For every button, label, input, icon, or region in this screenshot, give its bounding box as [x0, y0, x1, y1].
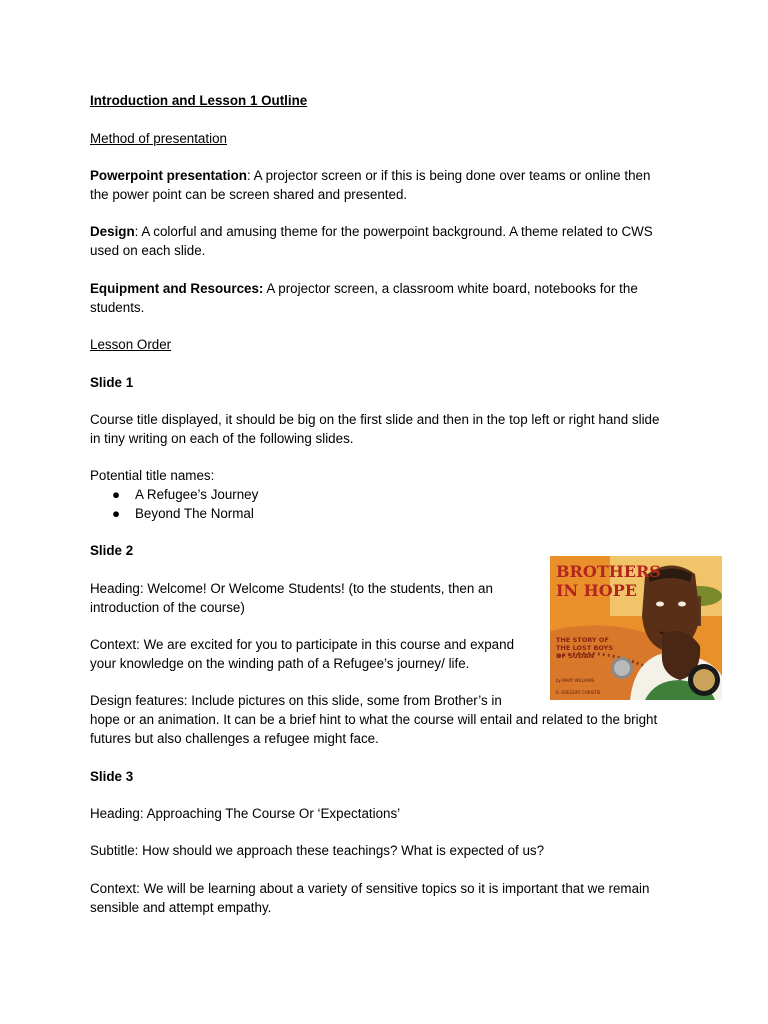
slide-2-design-line-1: Design features: Include pictures on this slide, some from Brother’s in: [90, 693, 502, 708]
powerpoint-paragraph-line-2: the power point can be screen shared and presented.: [90, 187, 408, 202]
powerpoint-text: : A projector screen or if this is being done over teams or online then: [246, 168, 651, 183]
potential-titles-label: Potential title names:: [90, 468, 215, 483]
book-cover-subtitle-3: OF SUDAN: [556, 652, 595, 660]
equipment-text: A projector screen, a classroom white board, notebooks for the: [263, 281, 638, 296]
slide-2-design-line-2: hope or an animation. It can be a brief hint to what the course will entail and related to the bright: [90, 712, 658, 727]
slide-2-design-line-3: futures but also challenges a refugee might face.: [90, 731, 379, 746]
book-cover-subtitle-1: THE STORY OF: [556, 636, 609, 644]
book-cover-title-line-1: BROTHERS: [556, 562, 661, 581]
design-paragraph-line-2: used on each slide.: [90, 243, 206, 258]
slide-3-heading-line: Heading: Approaching The Course Or ‘Expectations’: [90, 806, 401, 821]
powerpoint-label: Powerpoint presentation: [90, 168, 247, 183]
slide-2-heading-line-2: introduction of the course): [90, 600, 245, 615]
lesson-order-heading: Lesson Order: [90, 337, 172, 352]
slide-2-heading: Slide 2: [90, 543, 134, 558]
list-item-text: Beyond The Normal: [135, 506, 254, 521]
bullet-icon: ●: [112, 506, 121, 521]
book-cover-subtitle-2: THE LOST BOYS: [556, 644, 614, 652]
slide-3-context-line-2: sensible and attempt empathy.: [90, 900, 272, 915]
slide-2-context-line-2: your knowledge on the winding path of a Refugee’s journey/ life.: [90, 656, 470, 671]
equipment-label: Equipment and Resources:: [90, 281, 264, 296]
book-cover-title-line-2: IN HOPE: [556, 581, 637, 600]
document-title: Introduction and Lesson 1 Outline: [90, 93, 308, 108]
slide-1-text-line-2: in tiny writing on each of the following slides.: [90, 431, 354, 446]
equipment-paragraph-line-2: students.: [90, 300, 145, 315]
slide-3-subtitle-line: Subtitle: How should we approach these teachings? What is expected of us?: [90, 843, 545, 858]
design-text: : A colorful and amusing theme for the powerpoint background. A theme related to CWS: [134, 224, 653, 239]
book-cover-image: [550, 556, 722, 700]
slide-2-heading-line-1: Heading: Welcome! Or Welcome Students! (to the students, then an: [90, 581, 493, 596]
equipment-paragraph-line-1: [90, 279, 638, 298]
design-label: Design: [90, 224, 135, 239]
slide-3-heading: Slide 3: [90, 769, 134, 784]
slide-1-text-line-1: Course title displayed, it should be big on the first slide and then in the top left or right hand slide: [90, 412, 660, 427]
book-cover-illustrator: R. GREGORY CHRISTIE: [556, 690, 601, 695]
slide-1-heading: Slide 1: [90, 375, 134, 390]
powerpoint-paragraph-line-1: [90, 166, 650, 185]
book-cover-author: by MARY WILLIAMS: [556, 678, 595, 683]
design-paragraph-line-1: [90, 222, 653, 241]
slide-2-context-line-1: Context: We are excited for you to participate in this course and expand: [90, 637, 515, 652]
list-item-text: A Refugee’s Journey: [135, 487, 259, 502]
bullet-icon: ●: [112, 487, 121, 502]
slide-3-context-line-1: Context: We will be learning about a variety of sensitive topics so it is important that we remain: [90, 881, 650, 896]
method-heading: Method of presentation: [90, 131, 227, 146]
